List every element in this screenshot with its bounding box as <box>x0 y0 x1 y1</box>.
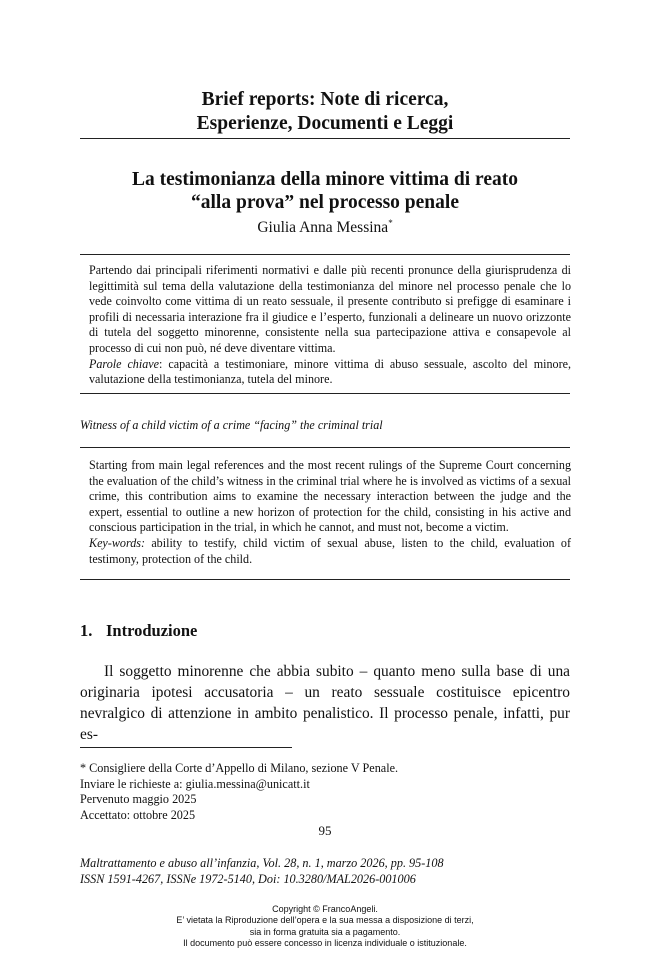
section-heading <box>80 88 570 136</box>
section-heading-rule <box>80 138 570 139</box>
abstract-it-text: Partendo dai principali riferimenti normativi e dalle più recenti pronunce della giurisprudenza di legittimità sul tema della valutazione della testimonianza del minore nel processo penale che lo vede coinvolto come vittima di un reato sessuale, il presente contributo si prefigge di esaminare i profili di necessaria interazione fra il giudice e l’esperto, funzionali a delineare un nuovo orizzonte di tutela del soggetto minorenne, consistente nella sua partecipazione attiva e consapevole al processo di cui non può, né deve diventare vittima. <box>89 263 571 355</box>
author-line <box>80 214 570 237</box>
abstract-it-top-rule <box>80 254 570 255</box>
journal-citation-line1: Maltrattamento e abuso all’infanzia, Vol. 28, n. 1, marzo 2026, pp. 95-108 <box>80 856 444 870</box>
abstract-it-bottom-rule <box>80 393 570 394</box>
body-paragraph: Il soggetto minorenne che abbia subito – quanto meno sulla base di una originaria ipotesi accusatoria – un reato sessuale costituisce epicentro nevralgico di attenzione in ambito penalistico. Il processo penale, infatti, pur es- <box>80 663 570 743</box>
copyright-notice <box>80 904 570 949</box>
author-footnote-mark[interactable]: * <box>388 218 393 228</box>
article-title <box>80 168 570 214</box>
article-title-line2: “alla prova” nel processo penale <box>191 192 459 213</box>
copyright-line1: Copyright © FrancoAngeli. <box>272 904 378 914</box>
footnote-separator <box>80 747 292 748</box>
english-title: Witness of a child victim of a crime “facing” the criminal trial <box>80 418 383 432</box>
footnote-contact: Inviare le richieste a: giulia.messina@unicatt.it <box>80 776 310 791</box>
abstract-en-bottom-rule <box>80 579 570 580</box>
article-title-line1: La testimonianza della minore vittima di reato <box>132 169 518 190</box>
author-name: Giulia Anna Messina <box>257 219 389 237</box>
abstract-it-keywords: : capacità a testimoniare, minore vittima di abuso sessuale, ascolto del minore, valutazione della testimonianza, tutela del minore. <box>89 356 572 387</box>
footnote-accepted: Accettato: ottobre 2025 <box>80 807 196 822</box>
section-heading-line2: Esperienze, Documenti e Leggi <box>196 113 454 134</box>
abstract-it-keywords-label: Parole chiave <box>89 356 160 371</box>
footnote-affiliation: * Consigliere della Corte d’Appello di Milano, sezione V Penale. <box>80 761 399 775</box>
page-number: 95 <box>318 823 332 838</box>
footnotes <box>80 761 398 823</box>
abstract-en-keywords: ability to testify, child victim of sexual abuse, listen to the child, evaluation of testimony, protection of the child. <box>89 535 571 566</box>
abstract-it <box>89 263 571 388</box>
copyright-line2: E’ vietata la Riproduzione dell’opera e la sua messa a disposizione di terzi, <box>176 915 474 926</box>
section-heading-line1: Brief reports: Note di ricerca, <box>201 89 449 110</box>
copyright-line4: Il documento può essere concesso in licenza individuale o istituzionale. <box>183 937 467 948</box>
footnote-received: Pervenuto maggio 2025 <box>80 792 197 806</box>
journal-citation-line2: ISSN 1591-4267, ISSNe 1972-5140, Doi: 10.3280/MAL2026-001006 <box>80 871 416 886</box>
abstract-en <box>89 458 571 567</box>
abstract-en-keywords-label: Key-words: <box>89 535 145 550</box>
section-1-heading <box>80 621 197 641</box>
abstract-en-top-rule <box>80 447 570 448</box>
journal-citation <box>80 856 444 887</box>
section-1-title: Introduzione <box>106 621 198 640</box>
section-1-number: 1. <box>80 621 93 640</box>
abstract-en-text: Starting from main legal references and the most recent rulings of the Supreme Court concerning the evaluation of the child’s witness in the criminal trial where he is involved as victims of a sexual crime, this contribution aims to examine the necessary interaction between the judge and the expert, essential to outline a new horizon of protection for the child, consisting in his active and conscious participation in the trial, in which he cannot, and must not, become a victim. <box>89 458 571 535</box>
copyright-line3: sia in forma gratuita sia a pagamento. <box>249 926 401 937</box>
